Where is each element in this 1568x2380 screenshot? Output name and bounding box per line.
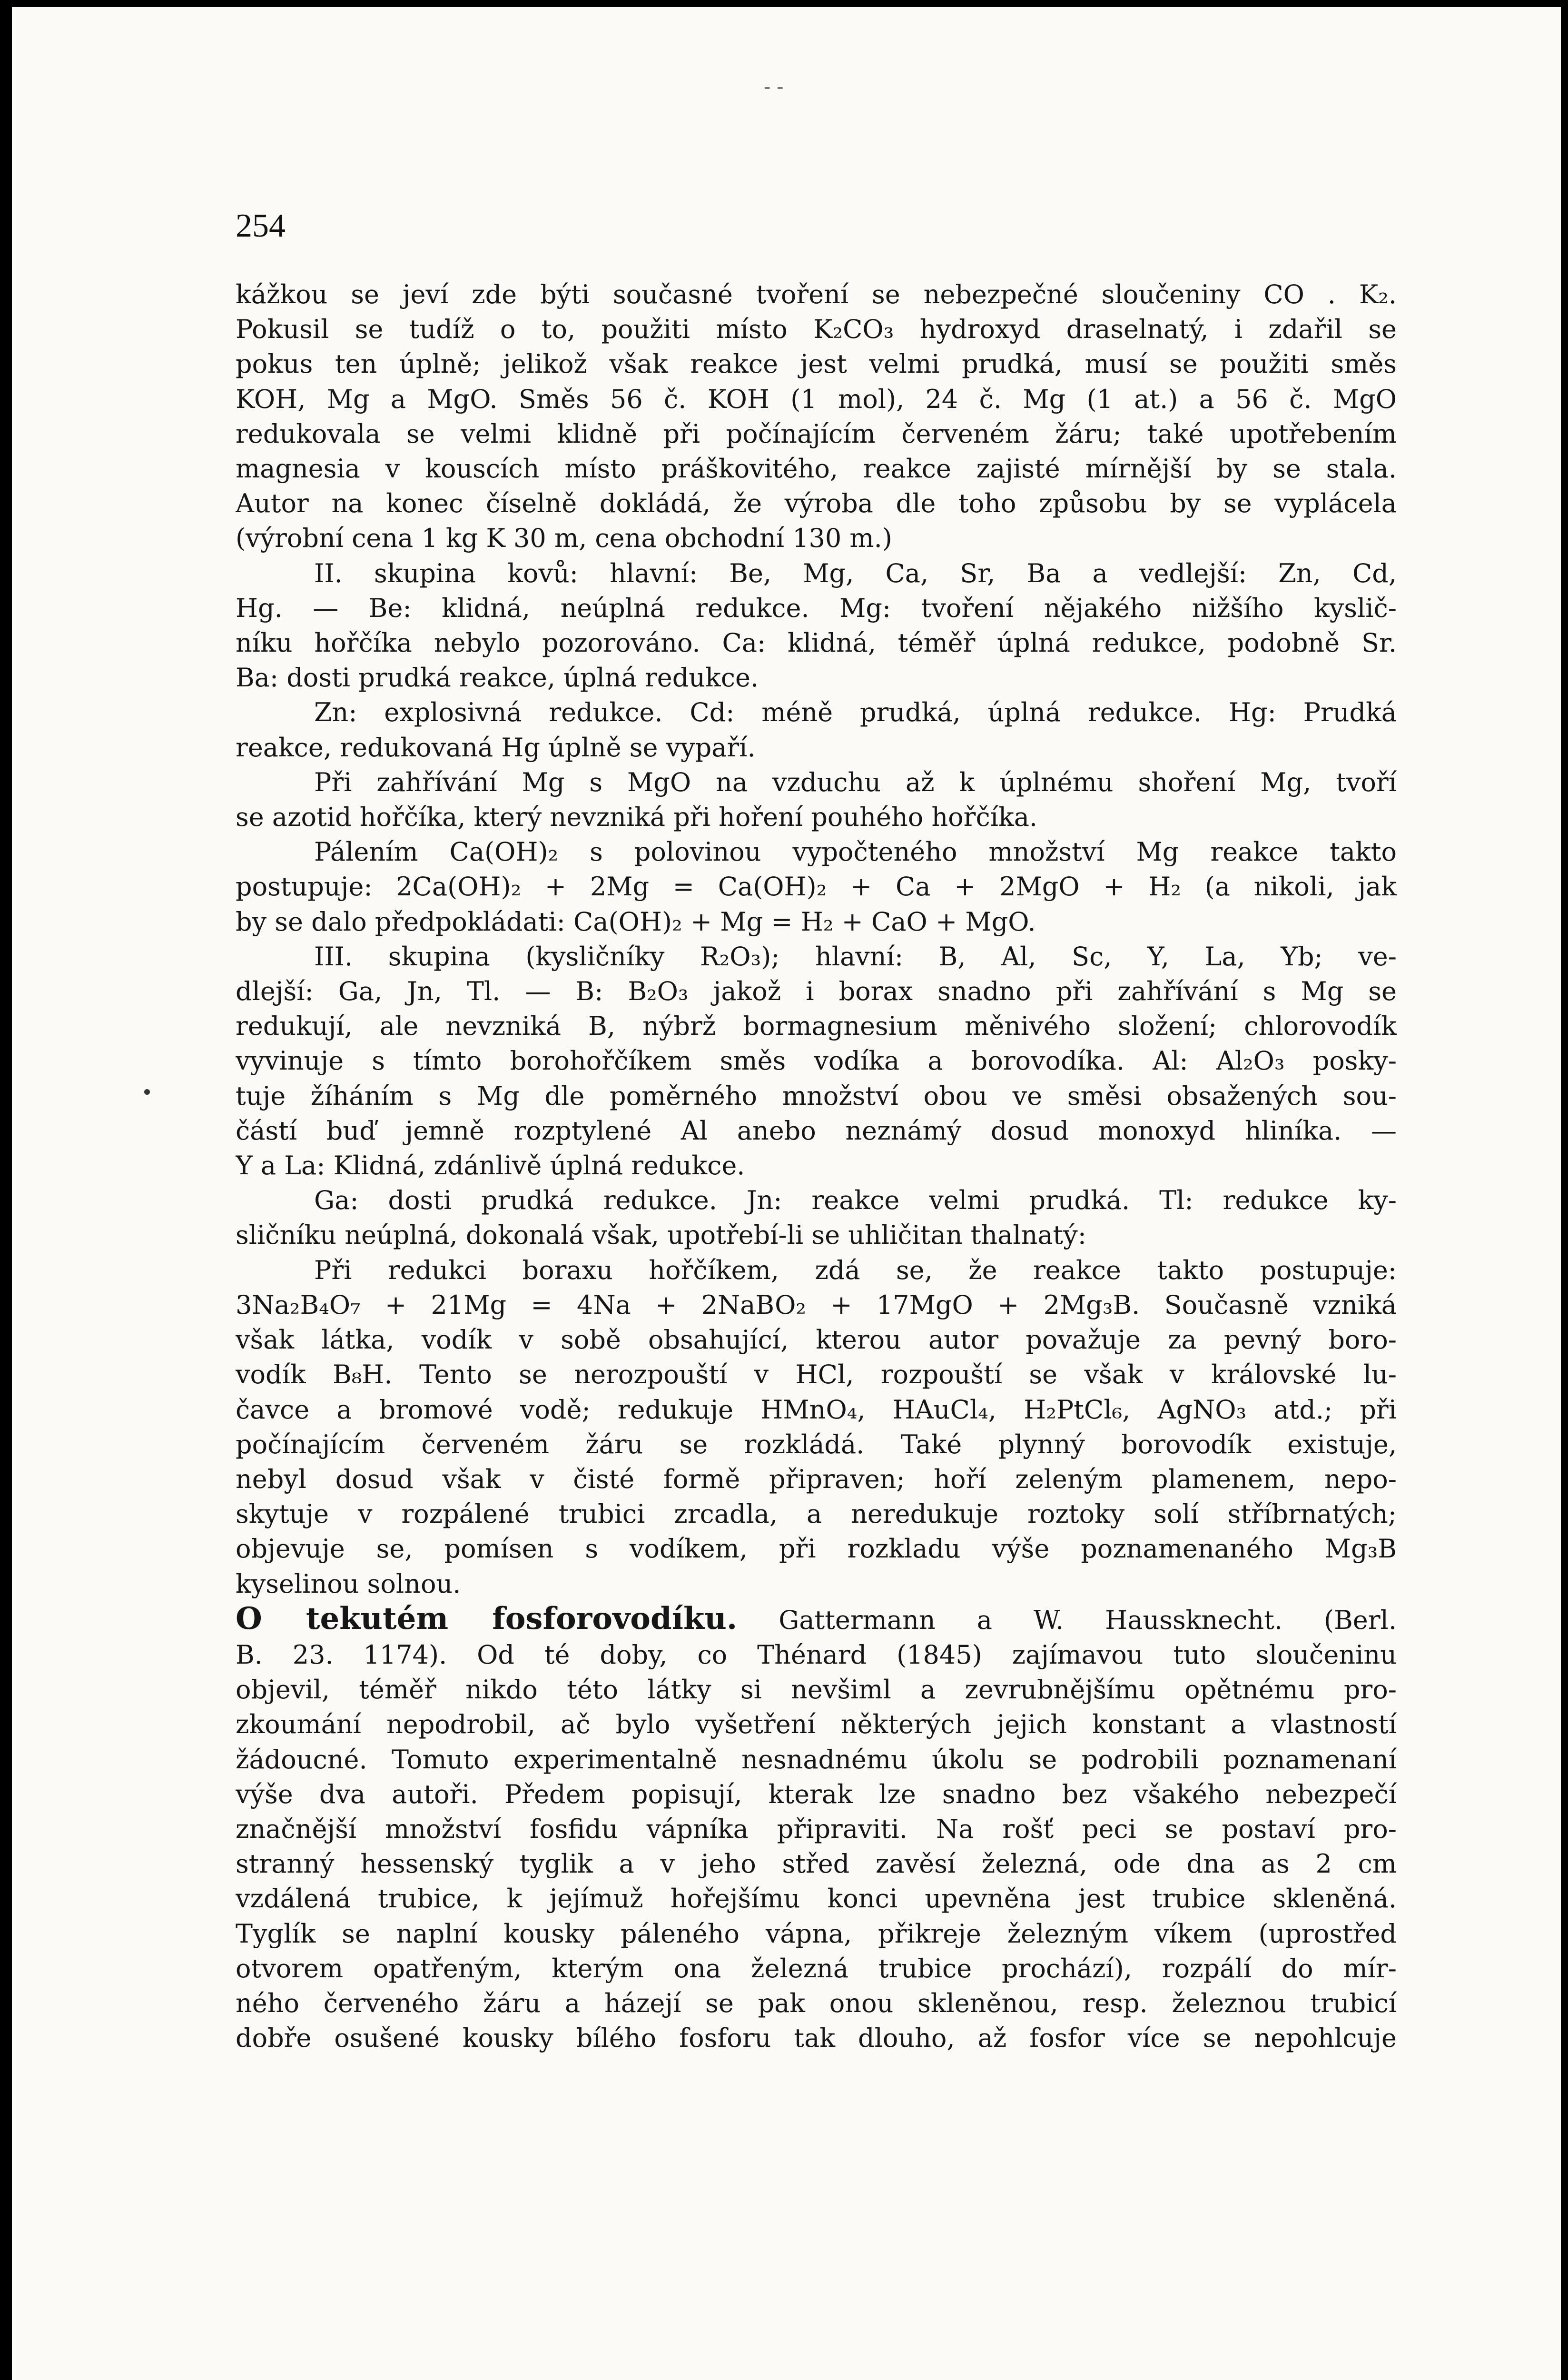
text-line: dobře osušené kousky bílého fosforu tak dlouho, až fosfor více se nepohlcuje	[236, 2023, 1397, 2053]
scan-artifact-dot	[144, 1089, 150, 1095]
text-line: Při zahřívání Mg s MgO na vzduchu až k úplnému shoření Mg, tvoří	[314, 767, 1397, 797]
text-line: 3Na₂B₄O₇ + 21Mg = 4Na + 2NaBO₂ + 17MgO + 2Mg₃B. Současně vzniká	[236, 1289, 1397, 1320]
text-line: se azotid hořčíka, který nevzniká při hoření pouhého hořčíka.	[236, 802, 1038, 833]
text-block-boron-group	[236, 277, 1397, 1601]
text-line: Pokusil se tudíž o to, použiti místo K₂CO₃ hydroxyd draselnatý, i zdařil se	[236, 314, 1397, 345]
text-line: II. skupina kovů: hlavní: Be, Mg, Ca, Sr, Ba a vedlejší: Zn, Cd,	[314, 558, 1397, 588]
text-line: B. 23. 1174). Od té doby, co Thénard (1845) zajímavou tuto sloučeninu	[236, 1639, 1397, 1670]
text-line: tuje žíháním s Mg dle poměrného množství obou ve směsi obsažených sou-	[236, 1081, 1397, 1111]
text-line: kyselinou solnou.	[236, 1568, 461, 1599]
text-line: značnější množství fosfidu vápníka připraviti. Na rošť peci se postaví pro-	[236, 1814, 1397, 1844]
text-line: nebyl dosud však v čisté formě připraven; hoří zeleným plamenem, nepo-	[236, 1464, 1397, 1494]
scan-artifact-mark: ‐ ‑	[764, 76, 784, 98]
text-line: (výrobní cena 1 kg K 30 m, cena obchodní 130 m.)	[236, 523, 892, 554]
heading-reference: Gattermann a W. Haussknecht. (Berl.	[779, 1605, 1397, 1635]
text-line: otvorem opatřeným, kterým ona železná trubice prochází), rozpálí do mír-	[236, 1953, 1397, 1983]
text-line: Ga: dosti prudká redukce. Jn: reakce velmi prudká. Tl: redukce ky-	[314, 1185, 1397, 1216]
text-line: Hg. — Be: klidná, neúplná redukce. Mg: tvoření nějakého nižšího kyslič-	[236, 593, 1397, 623]
text-line: by se dalo předpokládati: Ca(OH)₂ + Mg = H₂ + CaO + MgO.	[236, 906, 1036, 937]
text-line: vzdálená trubice, k jejímuž hořejšímu konci upevněna jest trubice skleněná.	[236, 1884, 1397, 1914]
text-line: magnesia v kouscích místo práškovitého, reakce zajisté mírnější by se stala.	[236, 454, 1397, 484]
text-line: reakce, redukovaná Hg úplně se vypaří.	[236, 732, 756, 763]
text-line: kážkou se jeví zde býti současné tvoření se nebezpečné sloučeniny CO . K₂.	[236, 279, 1397, 309]
text-line: ného červeného žáru a házejí se pak onou skleněnou, resp. železnou trubicí	[236, 1988, 1397, 2018]
text-line: objevil, téměř nikdo této látky si nevšiml a zevrubnějšímu opětnému pro-	[236, 1675, 1397, 1705]
text-line: III. skupina (kysličníky R₂O₃); hlavní: B, Al, Sc, Y, La, Yb; ve-	[314, 941, 1397, 972]
text-line: sličníku neúplná, dokonalá však, upotřebí-li se uhličitan thalnatý:	[236, 1220, 1086, 1250]
text-line: pokus ten úplně; jelikož však reakce jest velmi prudká, musí se použiti směs	[236, 349, 1397, 379]
text-line: vyvinuje s tímto borohořčíkem směs vodíka a borovodíka. Al: Al₂O₃ posky-	[236, 1046, 1397, 1076]
text-line: stranný hessenský tyglik a v jeho střed zavěsí železná, ode dna as 2 cm	[236, 1849, 1397, 1879]
text-line: Tyglík se naplní kousky páleného vápna, přikreje železným víkem (uprostřed	[236, 1918, 1397, 1949]
text-line: počínajícím červeném žáru se rozkládá. Také plynný borovodík existuje,	[236, 1429, 1397, 1459]
text-line: redukovala se velmi klidně při počínajícím červeném žáru; také upotřebením	[236, 418, 1397, 449]
text-line: čavce a bromové vodě; redukuje HMnO₄, HAuCl₄, H₂PtCl₆, AgNO₃ atd.; při	[236, 1394, 1397, 1425]
text-line: KOH, Mg a MgO. Směs 56 č. KOH (1 mol), 24 č. Mg (1 at.) a 56 č. MgO	[236, 384, 1397, 414]
text-line: Při redukci boraxu hořčíkem, zdá se, že reakce takto postupuje:	[314, 1255, 1397, 1285]
text-block-phosphine	[236, 1637, 1397, 2055]
text-line: postupuje: 2Ca(OH)₂ + 2Mg = Ca(OH)₂ + Ca + 2MgO + H₂ (a nikoli, jak	[236, 872, 1397, 902]
text-line: skytuje v rozpálené trubici zrcadla, a neredukuje roztoky solí stříbrnatých;	[236, 1499, 1397, 1529]
text-line: dlejší: Ga, Jn, Tl. — B: B₂O₃ jakož i borax snadno při zahřívání s Mg se	[236, 976, 1397, 1007]
text-line: níku hořčíka nebylo pozorováno. Ca: klidná, téměř úplná redukce, podobně Sr.	[236, 628, 1397, 658]
text-line: žádoucné. Tomuto experimentalně nesnadnému úkolu se podrobili poznamenaní	[236, 1744, 1397, 1775]
text-line: Zn: explosivná redukce. Cd: méně prudká, úplná redukce. Hg: Prudká	[314, 697, 1397, 728]
text-line: Ba: dosti prudká reakce, úplná redukce.	[236, 663, 759, 693]
text-line: vodík B₈H. Tento se nerozpouští v HCl, rozpouští se však v královské lu-	[236, 1359, 1397, 1390]
text-line: Autor na konec číselně dokládá, že výroba dle toho způsobu by se vyplácela	[236, 488, 1397, 519]
text-line: redukují, ale nevzniká B, nýbrž bormagnesium měnivého složení; chlorovodík	[236, 1011, 1397, 1041]
text-line: Y a La: Klidná, zdánlivě úplná redukce.	[236, 1150, 745, 1181]
section-heading	[236, 1601, 1397, 1637]
text-line: částí buď jemně rozptylené Al anebo neznámý dosud monoxyd hliníka. —	[236, 1115, 1397, 1146]
text-line: objevuje se, pomísen s vodíkem, při rozkladu výše poznamenaného Mg₃B	[236, 1534, 1397, 1564]
body-text	[236, 277, 1397, 2055]
heading-title: O tekutém fosforovodíku.	[236, 1601, 738, 1636]
text-line: zkoumání nepodrobil, ač bylo vyšetření některých jejich konstant a vlastností	[236, 1709, 1397, 1740]
text-line: Pálením Ca(OH)₂ s polovinou vypočteného množství Mg reakce takto	[314, 837, 1397, 867]
text-line: však látka, vodík v sobě obsahující, kterou autor považuje za pevný boro-	[236, 1325, 1397, 1355]
scanned-page	[12, 7, 1561, 2380]
page-number: 254	[236, 208, 286, 244]
text-line: výše dva autoři. Předem popisují, kterak lze snadno bez všakého nebezpečí	[236, 1779, 1397, 1809]
